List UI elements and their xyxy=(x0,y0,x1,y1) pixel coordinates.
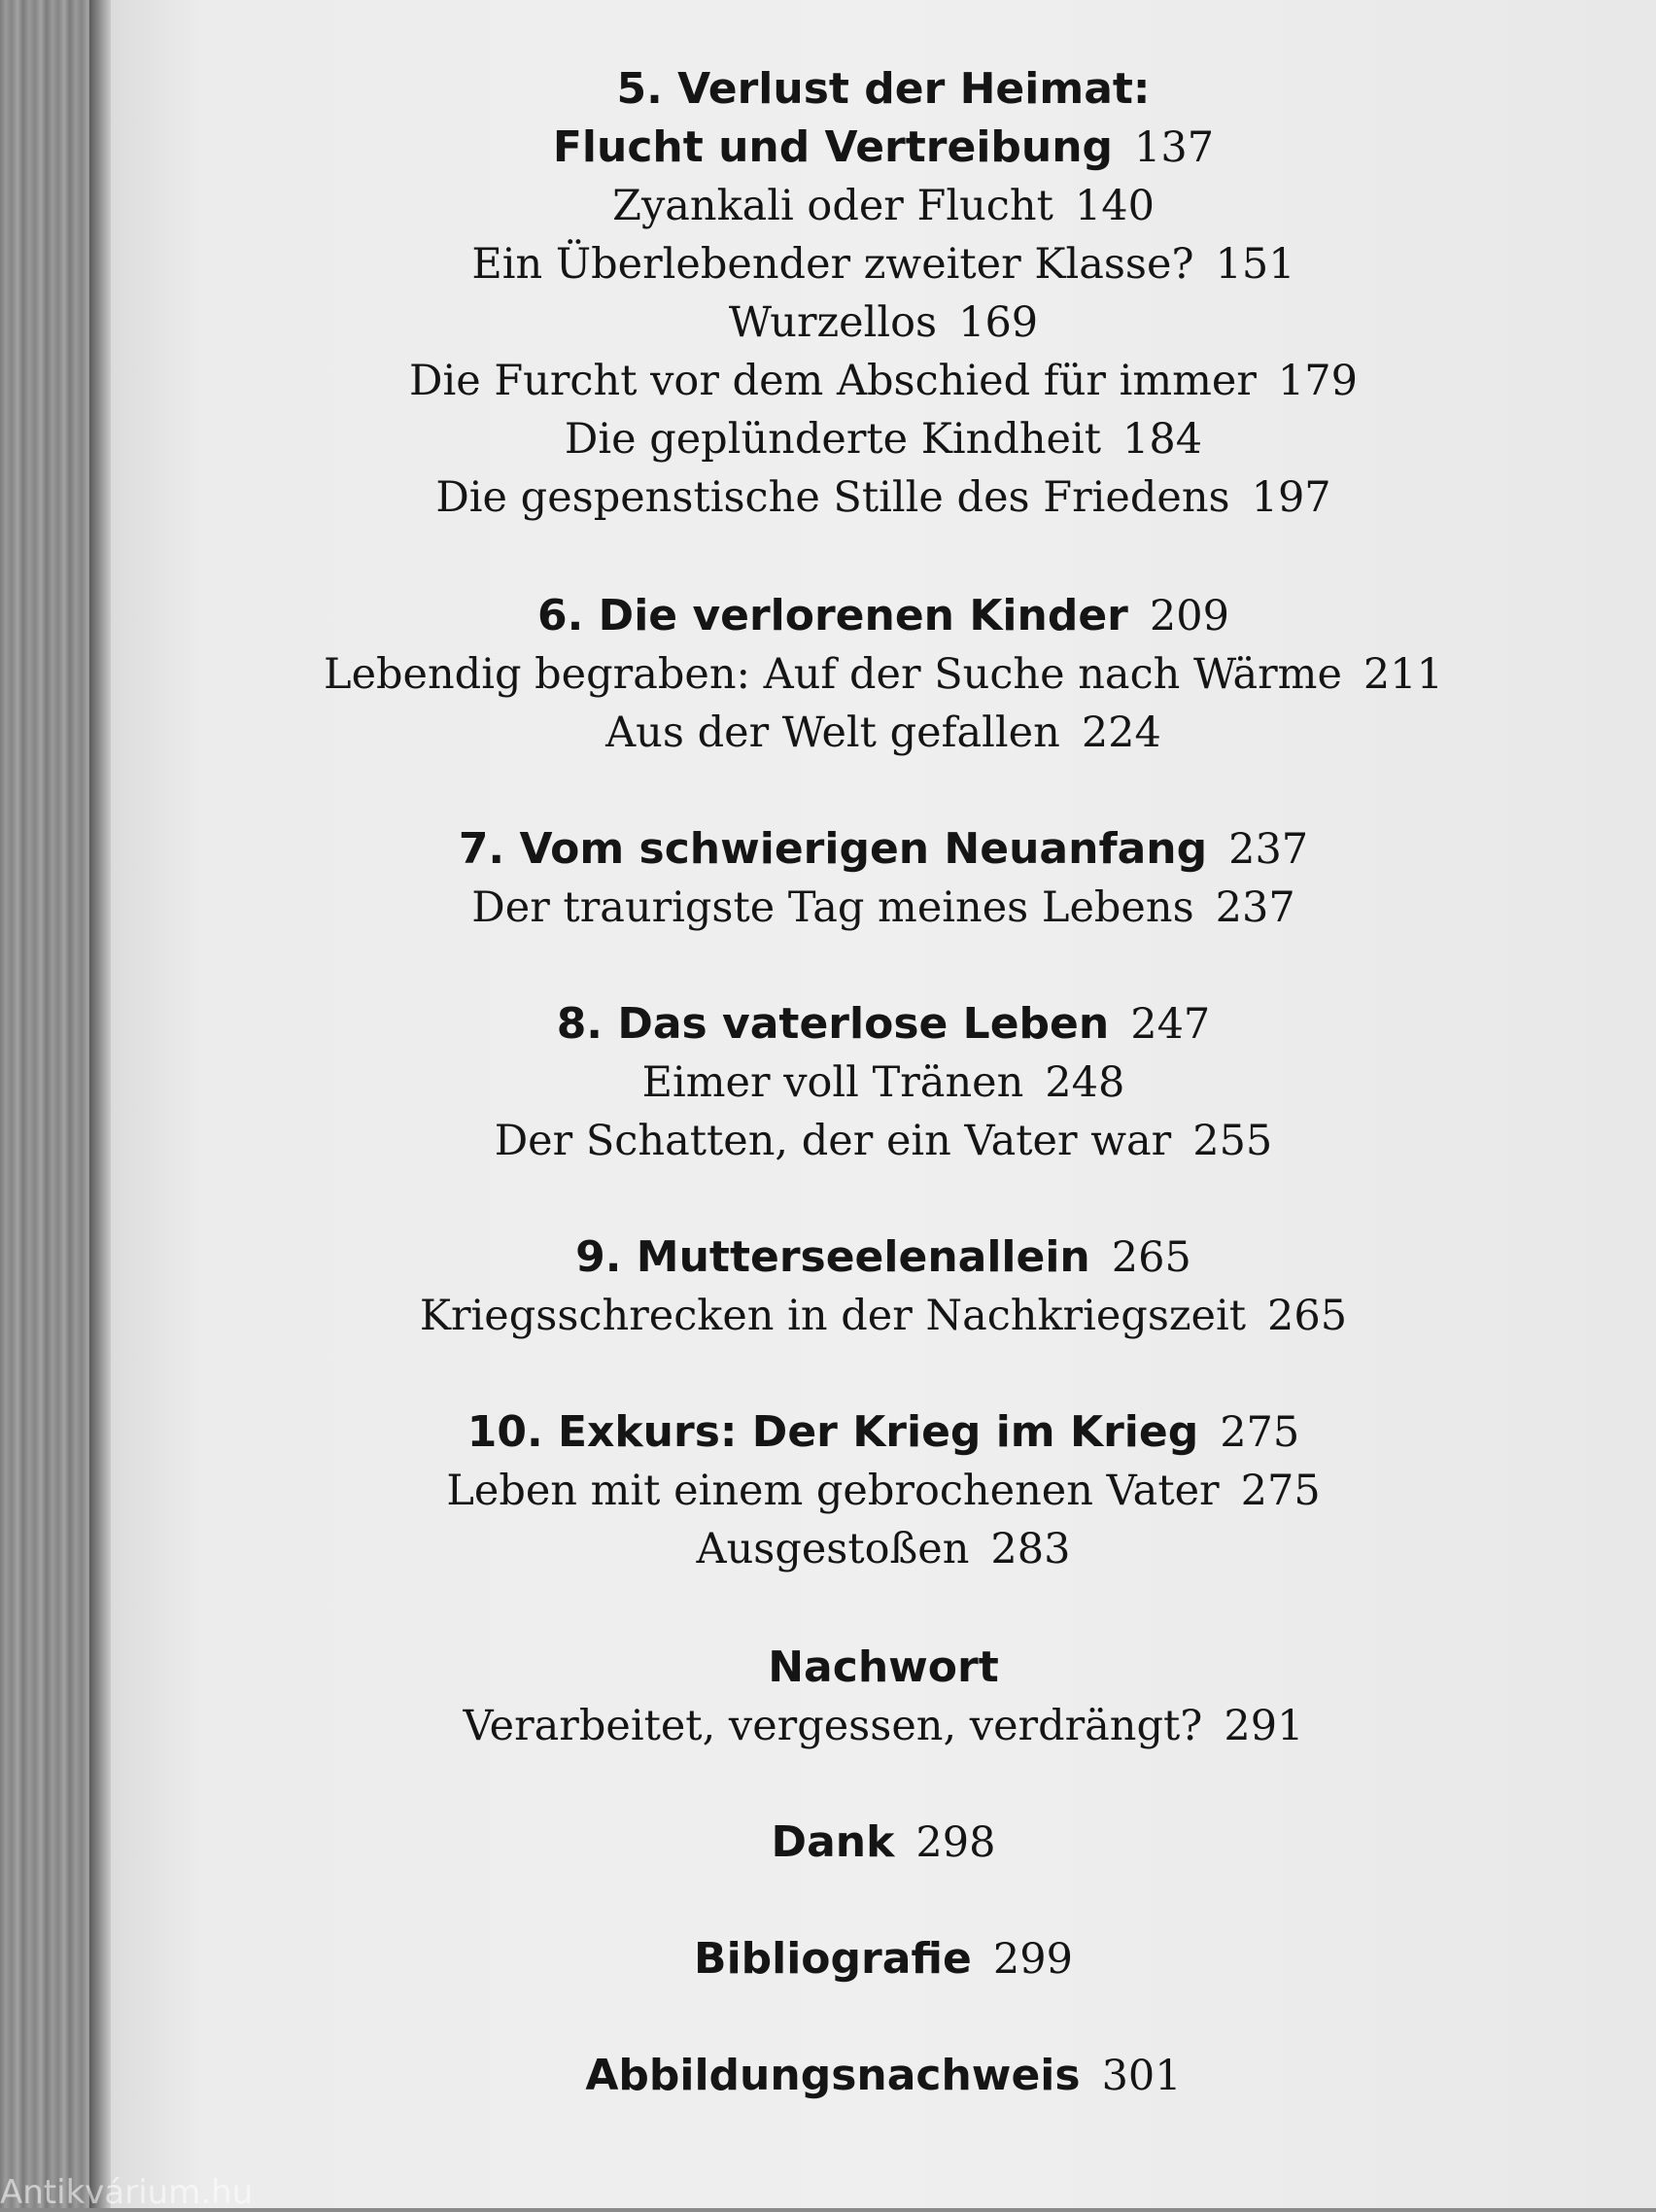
chapter-7-heading xyxy=(111,820,1656,879)
subentry-title: Ausgestoßen xyxy=(696,1525,970,1573)
subentry-page: 237 xyxy=(1215,883,1295,932)
subentry-page: 255 xyxy=(1192,1117,1273,1165)
chapter-10-page: 275 xyxy=(1220,1408,1300,1457)
subentry-title: Die gespenstische Stille des Friedens xyxy=(435,473,1230,522)
subentry-page: 291 xyxy=(1224,1702,1304,1750)
chapter-6-title: 6. Die verlorenen Kinder xyxy=(537,591,1128,640)
watermark-text: Antikvárium.hu xyxy=(0,2173,254,2212)
subentry-title: Aus der Welt gefallen xyxy=(605,709,1060,757)
subentry-page: 275 xyxy=(1240,1467,1321,1515)
subentry-page: 283 xyxy=(990,1525,1071,1573)
subentry-title: Leben mit einem gebrochenen Vater xyxy=(446,1467,1220,1515)
subentry-page: 265 xyxy=(1267,1292,1348,1340)
page-edge-shadow xyxy=(89,0,111,2208)
subentry-page: 179 xyxy=(1277,357,1358,405)
toc-subentry xyxy=(111,1462,1656,1520)
dank-heading xyxy=(111,1814,1656,1872)
toc-subentry xyxy=(111,1112,1656,1170)
chapter-9-heading xyxy=(111,1228,1656,1287)
chapter-5-title-line2: Flucht und Vertreibung xyxy=(552,122,1114,172)
chapter-9-title: 9. Mutterseelenallein xyxy=(575,1232,1090,1282)
bibliografie-title: Bibliografie xyxy=(694,1934,972,1984)
toc-subentry xyxy=(111,294,1656,352)
subentry-page: 151 xyxy=(1215,240,1295,289)
chapter-8-page: 247 xyxy=(1130,1000,1211,1049)
subentry-title: Kriegsschrecken in der Nachkriegszeit xyxy=(419,1292,1247,1340)
subentry-title: Wurzellos xyxy=(728,298,938,347)
abbildungsnachweis-title: Abbildungsnachweis xyxy=(585,2051,1081,2100)
subentry-page: 169 xyxy=(958,298,1039,347)
nachwort-title: Nachwort xyxy=(768,1642,999,1692)
subentry-title: Ein Überlebender zweiter Klasse? xyxy=(471,240,1194,289)
chapter-5-page: 137 xyxy=(1134,123,1215,172)
chapter-5-heading-line1 xyxy=(111,60,1656,119)
subentry-title: Zyankali oder Flucht xyxy=(612,182,1053,230)
subentry-page: 248 xyxy=(1045,1058,1125,1107)
chapter-6-page: 209 xyxy=(1149,592,1229,640)
chapter-5-title-line1: 5. Verlust der Heimat: xyxy=(616,64,1151,114)
subentry-title: Der Schatten, der ein Vater war xyxy=(494,1117,1172,1165)
dank-title: Dank xyxy=(771,1817,895,1867)
bibliografie-heading xyxy=(111,1930,1656,1988)
subentry-page: 197 xyxy=(1251,473,1331,522)
toc-subentry xyxy=(111,645,1656,704)
abbildungsnachweis-heading xyxy=(111,2047,1656,2105)
chapter-8-title: 8. Das vaterlose Leben xyxy=(556,999,1110,1049)
subentry-title: Lebendig begraben: Auf der Suche nach Wärme xyxy=(324,650,1342,699)
subentry-title: Verarbeitet, vergessen, verdrängt? xyxy=(463,1702,1203,1750)
nachwort-heading xyxy=(111,1639,1656,1697)
toc-subentry xyxy=(111,1054,1656,1112)
toc-subentry xyxy=(111,879,1656,937)
toc-subentry xyxy=(111,704,1656,762)
toc-subentry xyxy=(111,352,1656,410)
bibliografie-page: 299 xyxy=(992,1935,1073,1984)
subentry-page: 211 xyxy=(1363,650,1443,699)
dank-page: 298 xyxy=(915,1818,996,1867)
subentry-page: 184 xyxy=(1122,415,1203,464)
subentry-title: Die Furcht vor dem Abschied für immer xyxy=(408,357,1257,405)
subentry-title: Eimer voll Tränen xyxy=(641,1058,1024,1107)
chapter-6-heading xyxy=(111,587,1656,645)
subentry-title: Der traurigste Tag meines Lebens xyxy=(471,883,1194,932)
toc-subentry xyxy=(111,1287,1656,1345)
toc-subentry xyxy=(111,235,1656,294)
chapter-7-page: 237 xyxy=(1228,825,1309,874)
subentry-title: Die geplünderte Kindheit xyxy=(564,415,1102,464)
subentry-page: 224 xyxy=(1081,709,1161,757)
toc-subentry xyxy=(111,410,1656,468)
toc-subentry xyxy=(111,468,1656,527)
chapter-8-heading xyxy=(111,995,1656,1054)
chapter-7-title: 7. Vom schwierigen Neuanfang xyxy=(458,824,1208,874)
abbildungsnachweis-page: 301 xyxy=(1101,2052,1182,2100)
chapter-10-heading xyxy=(111,1403,1656,1462)
book-page xyxy=(111,0,1656,2208)
toc-subentry xyxy=(111,177,1656,235)
chapter-5-heading-line2 xyxy=(111,119,1656,177)
chapter-9-page: 265 xyxy=(1111,1233,1191,1282)
table-of-contents xyxy=(111,60,1656,2105)
toc-subentry xyxy=(111,1520,1656,1578)
chapter-10-title: 10. Exkurs: Der Krieg im Krieg xyxy=(466,1407,1199,1457)
subentry-page: 140 xyxy=(1074,182,1155,230)
toc-subentry xyxy=(111,1697,1656,1755)
